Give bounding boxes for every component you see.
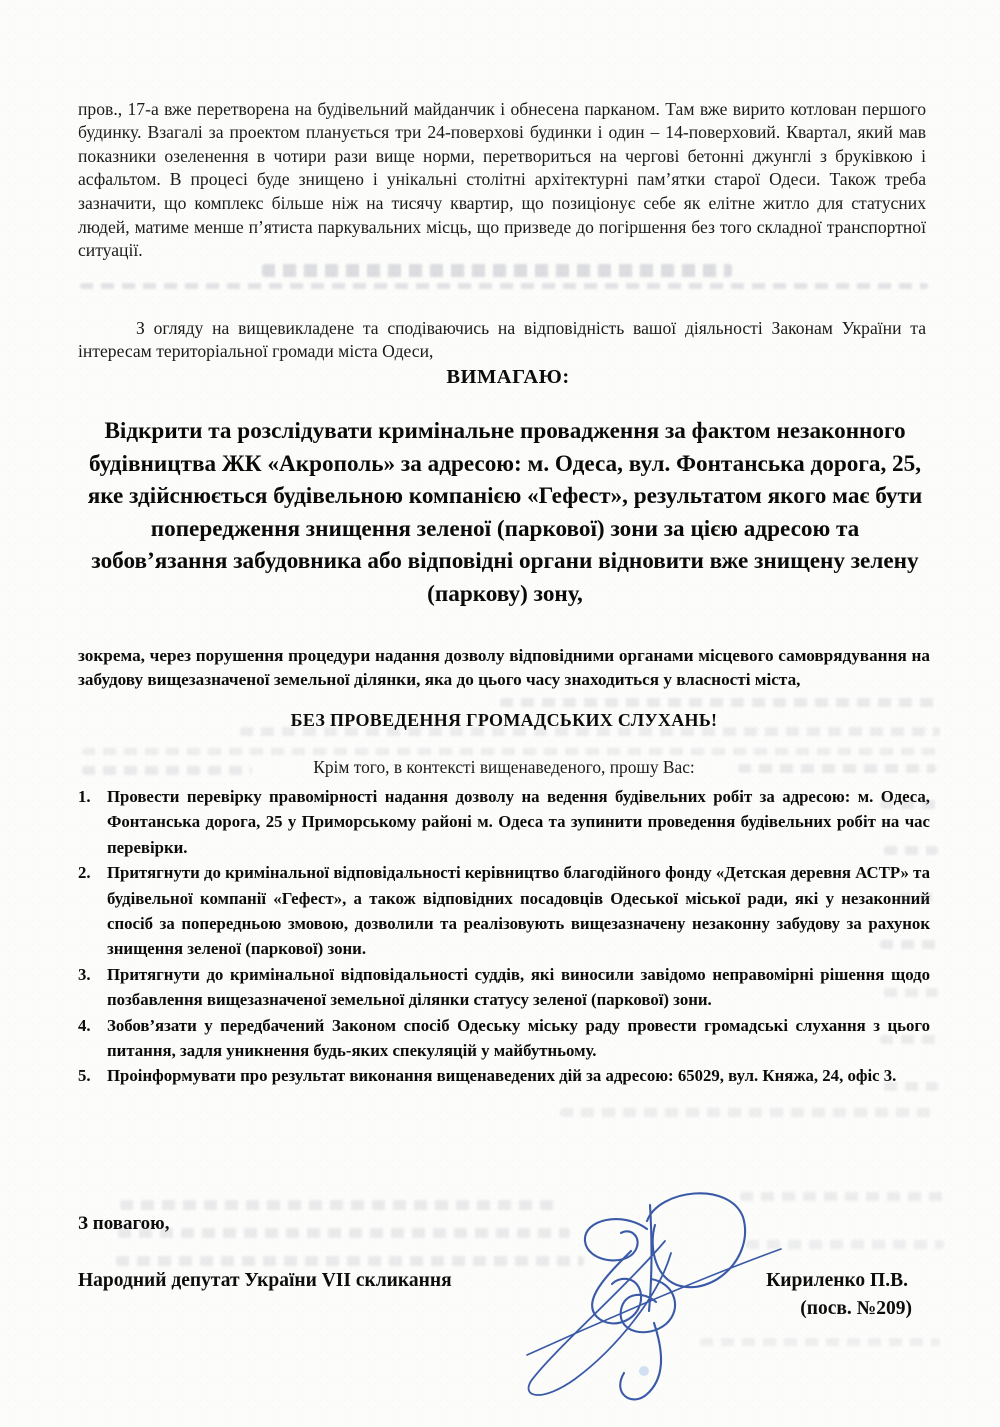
list-item-number: 4. bbox=[78, 1015, 91, 1035]
bleed-artifact bbox=[884, 1082, 938, 1091]
bleed-artifact bbox=[740, 1192, 948, 1201]
list-item-number: 1. bbox=[78, 787, 91, 806]
bleed-artifact bbox=[738, 764, 936, 773]
list-item-text: Притягнути до кримінальної відповідальності суддів, які виносили завідомо неправомірні рішення щодо позбавлення вищезазначеної земельної ділянки статусу зеленої (паркової) зони. bbox=[107, 964, 930, 1010]
list-item-text: Провести перевірку правомірності надання дозволу на ведення будівельних робіт за адресою: м. Одеса, Фонтанська дорога, 25 у Приморському районі м. Одеса та зупинити проведення будівельних робіт на час перевірки. bbox=[107, 787, 930, 857]
list-item-number: 3. bbox=[78, 964, 91, 984]
list-item bbox=[78, 1063, 930, 1088]
list-item bbox=[78, 860, 930, 962]
list-item bbox=[78, 1013, 930, 1064]
demand-main-text: Відкрити та розслідувати кримінальне провадження за фактом незаконного будівництва ЖК «Акрополь» за адресою: м. Одеса, вул. Фонтанська дорога, 25, яке здійснюється будівельною компанією «Гефест», результатом якого має бути попередження знищення зеленої (паркової) зони за цією адресою та зобов’язання забудовника або відповідні органи відновити вже знищену зелену (паркову) зону, bbox=[87, 418, 923, 607]
numbered-demands-list bbox=[78, 784, 930, 1089]
bleed-artifact bbox=[82, 748, 938, 755]
list-item-number: 2. bbox=[78, 863, 91, 883]
paragraph-construction-description: пров., 17-а вже перетворена на будівельний майданчик і обнесена парканом. Там вже вирито котлован першого будинку. Взагалі за проектом планується три 24-поверхові будинки і один – 14-поверховий. Квартал, який мав показники озеленення в чотири рази вище норми, перетвориться на чергові бетонні джунглі з бруківкою і асфальтом. В процесі буде знищено і унікальні столітні архітектурні пам’ятки старої Одеси. Також треба зазначити, що комплекс більше ніж на тисячу квартир, що позиціонує себе як елітне житло для статусних людей, матиме менше п’ятиста паркувальних місць, що призведе до погіршення без того складної транспортної ситуації. bbox=[78, 98, 926, 261]
bleed-artifact bbox=[746, 1240, 944, 1249]
bleed-artifact bbox=[116, 1256, 584, 1266]
ink-smudge bbox=[639, 1366, 649, 1376]
bleed-artifact bbox=[240, 727, 940, 736]
bleed-artifact bbox=[880, 800, 938, 809]
demand-note-text: зокрема, через порушення процедури надання дозволу відповідними органами місцевого самоврядування на забудову вищезазначеної земельної ділянки, яка до цього часу знаходиться у власності міста, bbox=[78, 646, 930, 690]
bleed-artifact bbox=[120, 1200, 560, 1210]
bleed-artifact bbox=[880, 940, 938, 949]
closing-salutation: З повагою, bbox=[78, 1213, 170, 1234]
request-intro-line: Крім того, в контексті вищенаведеного, прошу Вас: bbox=[313, 757, 695, 777]
list-item-text: Проінформувати про результат виконання вищенаведених дій за адресою: 65029, вул. Княжа, 24, офіс 3. bbox=[107, 1066, 897, 1086]
bleed-artifact bbox=[80, 283, 928, 289]
no-public-hearings-line: БЕЗ ПРОВЕДЕННЯ ГРОМАДСЬКИХ СЛУХАНЬ! bbox=[290, 710, 718, 730]
bleed-artifact bbox=[700, 1338, 940, 1346]
bleed-artifact bbox=[118, 1228, 570, 1238]
list-item bbox=[78, 784, 930, 860]
bleed-artifact bbox=[500, 698, 940, 707]
signer-credential-number: (посв. №209) bbox=[800, 1298, 912, 1319]
list-item-number: 5. bbox=[78, 1066, 91, 1086]
bleed-artifact bbox=[880, 1035, 938, 1044]
bleed-artifact bbox=[884, 988, 938, 997]
bleed-artifact bbox=[262, 264, 732, 277]
list-item-text: Зобов’язати у передбачений Законом спосіб Одеську міську раду провести громадські слухання з цього питання, задля уникнення будь-яких спекуляцій у майбутньому. bbox=[107, 1015, 930, 1061]
list-item bbox=[78, 962, 930, 1013]
signer-title: Народний депутат України VII скликання bbox=[78, 1270, 452, 1291]
bleed-artifact bbox=[898, 893, 938, 902]
signer-name: Кириленко П.В. bbox=[766, 1270, 908, 1291]
bleed-artifact bbox=[560, 1108, 938, 1117]
paragraph-appeal-basis: З огляду на вищевикладене та сподіваючись на відповідність вашої діяльності Законам України та інтересам територіальної громади міста Одеси, bbox=[78, 317, 926, 362]
demand-heading: ВИМАГАЮ: bbox=[446, 366, 570, 388]
signature-ink bbox=[513, 1183, 795, 1415]
bleed-artifact bbox=[82, 766, 252, 775]
bleed-artifact bbox=[884, 846, 938, 855]
list-item-text: Притягнути до кримінальної відповідальності керівництво благодійного фонду «Детская деревня АСТР» та будівельної компанії «Гефест», а також відповідних посадовців Одеської міської ради, які у незаконний спосіб за попередньою змовою, дозволили та реалізовують вищезазначену незаконну забудову за рахунок знищення зеленої (паркової) зони. bbox=[107, 863, 930, 959]
